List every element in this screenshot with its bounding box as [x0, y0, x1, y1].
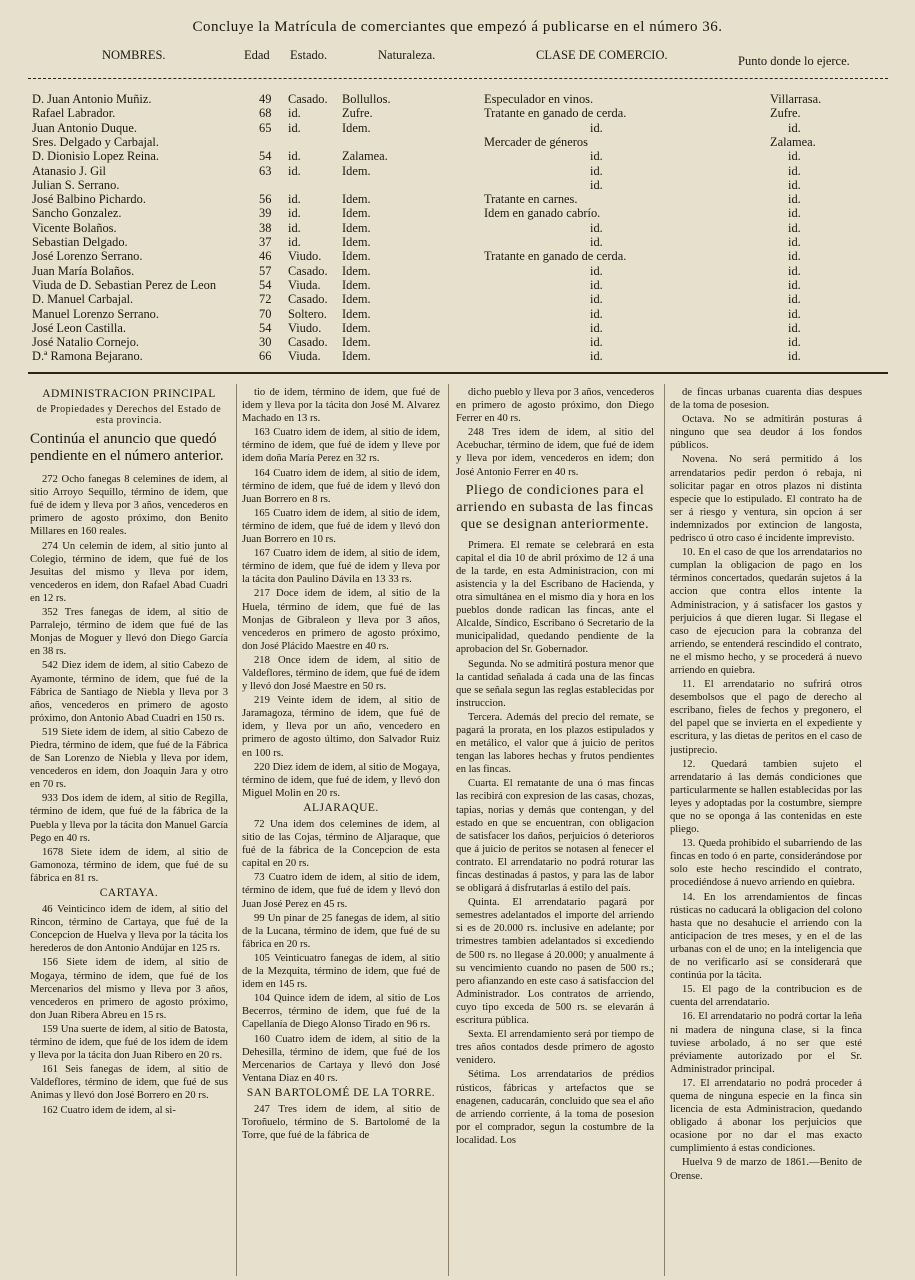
- article-paragraph: Sétima. Los arrendatarios de prédios rústicos, fábricas y artefactos que se enagenen, caducarán, concluido que sea el año de arriendo corriente, á la toma de posesion por el comprador, segun la costumbre de la localidad. Los: [456, 1069, 654, 1146]
- matricula-nombre: D.ª Ramona Bejarano.: [32, 349, 143, 364]
- matricula-edad: 56: [259, 192, 272, 207]
- matricula-clase: id.: [590, 277, 603, 292]
- matricula-estado: Viuda.: [288, 277, 321, 292]
- matricula-punto: id.: [788, 306, 801, 321]
- matricula-edad: 54: [259, 149, 272, 164]
- matricula-clase: id.: [590, 263, 603, 278]
- matricula-row: [0, 106, 915, 120]
- article-paragraph: 165 Cuatro idem de idem, al sitio de idem, término de idem, que fué de idem y llevó don Juan Borrero en 10 rs.: [242, 507, 440, 546]
- matricula-row: [0, 235, 915, 249]
- matricula-estado: Casado.: [288, 335, 328, 350]
- matricula-row: [0, 278, 915, 292]
- article-paragraph: Primera. El remate se celebrará en esta capital el dia 10 de abril próximo de 12 á una de la tarde, en esta Administracion, con mi asistencia y la del Escribano de Hacienda, y otra simultánea en el mismo dia y hora en los pueblos donde radican las fincas, ante el Alcalde, Síndico, Escribano ó Secretario de la municipalidad, quedando pendiente de la aprobacion del Sr. Gobernador.: [456, 539, 654, 656]
- matricula-row: [0, 307, 915, 321]
- matricula-row: [0, 206, 915, 220]
- matricula-estado: Casado.: [288, 92, 328, 106]
- matricula-punto: id.: [788, 120, 801, 135]
- header-rule: [28, 78, 888, 79]
- article-paragraph: Tercera. Además del precio del remate, se pagará la prorata, en los plazos estipulados y en metálico, el valor que á juicio de peritos tengan las labores hechas y frutos pendientes en las fincas.: [456, 711, 654, 776]
- matricula-estado: id.: [288, 220, 301, 235]
- header-edad: Edad: [244, 48, 270, 62]
- header-nombres: NOMBRES.: [102, 48, 166, 62]
- article-paragraph: 542 Diez idem de idem, al sitio Cabezo de Ayamonte, término de idem, que fué de la Fábrica de Santiago de Niebla y lleva por 3 años, vencederos en primero de agosto próximo, don Antonio Abad Cuadri en 150 rs.: [30, 660, 228, 724]
- matricula-clase: Idem en ganado cabrío.: [484, 206, 601, 221]
- article-paragraph: 218 Once idem de idem, al sitio de Valdeflores, término de idem, que fué de idem y llevó don José Maestre en 50 rs.: [242, 654, 440, 693]
- matricula-estado: id.: [288, 106, 301, 121]
- article-paragraph: 160 Cuatro idem de idem, al sitio de la Dehesilla, término de idem, que fué de los Mercenarios de Cartaya y llevó don José Ventana Diaz en 40 rs.: [242, 1033, 440, 1084]
- article-paragraph: Segunda. No se admitirá postura menor que la cantidad señalada á cada una de las fincas que se señala segun las reglas establecidas por instruccion.: [456, 658, 654, 709]
- matricula-clase: id.: [590, 120, 603, 135]
- matricula-naturaleza: Idem.: [342, 120, 371, 135]
- matricula-clase: id.: [590, 163, 603, 178]
- table-bottom-rule: [28, 372, 888, 374]
- article-paragraph: 219 Veinte idem de idem, al sitio de Jaramagoza, término de idem, que fué de idem, y lleva por un año, vencedero en primero de agosto último, don Salvador Ruiz en 100 rs.: [242, 695, 440, 759]
- matricula-naturaleza: Idem.: [342, 320, 371, 335]
- matricula-punto: Zalamea.: [770, 134, 816, 149]
- article-paragraph: 248 Tres idem de idem, al sitio del Acebuchar, término de idem, que fué de idem y lleva por idem, vencederos en idem; don José Antonio Ferrer en 40 rs.: [456, 427, 654, 478]
- matricula-edad: 37: [259, 235, 272, 249]
- matricula-punto: id.: [788, 192, 801, 207]
- article-paragraph: 72 Una idem dos celemines de idem, al sitio de las Cojas, término de Aljaraque, que fué de la fábrica de la Concepcion de esta capital en 20 rs.: [242, 819, 440, 870]
- matricula-edad: 49: [259, 92, 272, 106]
- matricula-naturaleza: Idem.: [342, 263, 371, 278]
- section-subheading: de Propiedades y Derechos del Estado de esta provincia.: [36, 404, 222, 427]
- section-heading-san-bartolome: SAN BARTOLOMÉ DE LA TORRE.: [246, 1086, 436, 1099]
- matricula-punto: id.: [788, 177, 801, 192]
- article-paragraph: 1678 Siete idem de idem, al sitio de Gamonoza, término de idem, que fué de su fábrica en 81 rs.: [30, 846, 228, 884]
- article-paragraph: 272 Ocho fanegas 8 celemines de idem, al sitio Arroyo Sequillo, término de idem, que fué de idem y lleva por 3 años, vencederos en primero de agosto próximo, don Benito Millares en 160 reales.: [30, 474, 228, 538]
- matricula-naturaleza: Idem.: [342, 220, 371, 235]
- matricula-nombre: Julian S. Serrano.: [32, 177, 120, 192]
- section-heading-aljaraque: ALJARAQUE.: [303, 801, 379, 814]
- column-divider: [664, 384, 665, 1276]
- matricula-punto: id.: [788, 349, 801, 364]
- matricula-punto: Zufre.: [770, 106, 801, 121]
- matricula-row: [0, 121, 915, 135]
- matricula-naturaleza: Zufre.: [342, 106, 373, 121]
- matricula-naturaleza: Idem.: [342, 249, 371, 264]
- matricula-estado: id.: [288, 206, 301, 221]
- matricula-nombre: Rafael Labrador.: [32, 106, 116, 121]
- article-paragraph: 164 Cuatro idem de idem, al sitio de idem, término de idem, que fué de idem y llevó don Juan Borrero en 8 rs.: [242, 467, 440, 505]
- article-paragraph: 14. En los arrendamientos de fincas rústicas no caducará la obligacion del colono hasta que no desahucie el arriendo con la anticipacion de tres meses, y en el de las urbanas con el de uno; en la inteligencia que de no verificarlo así se considerará que continúa por la tácita.: [670, 891, 862, 982]
- header-clase: CLASE DE COMERCIO.: [536, 48, 668, 62]
- article-paragraph: 933 Dos idem de idem, al sitio de Regilla, término de idem, que fué de la fábrica de la Puebla y lleva por la tácita don Manuel García Pego en 40 rs.: [30, 793, 228, 844]
- matricula-row: [0, 149, 915, 163]
- matricula-clase: id.: [590, 320, 603, 335]
- article-paragraph: 519 Siete idem de idem, al sitio Cabezo de Piedra, término de idem, que fué de la Fábrica de San Lorenzo de Niebla y lleva por idem, vencederos en idem, don Joaquin Jara y otro en 70 rs.: [30, 726, 228, 791]
- matricula-row: [0, 249, 915, 263]
- matricula-clase: id.: [590, 149, 603, 164]
- page-title: Concluye la Matrícula de comerciantes que empezó á publicarse en el número 36.: [192, 19, 723, 35]
- article-paragraph: 16. El arrendatario no podrá cortar la leña ni madera de ninguna clase, si la finca tuviese arbolado, á no ser que esté préviamente autorizado por el Sr. Administrador principal.: [670, 1011, 862, 1075]
- matricula-row: [0, 264, 915, 278]
- matricula-nombre: Juan María Bolaños.: [32, 263, 135, 278]
- article-paragraph: tio de idem, término de idem, que fué de idem y lleva por la tácita don José M. Alvarez Machado en 13 rs.: [242, 387, 440, 425]
- matricula-row: [0, 221, 915, 235]
- article-paragraph: 73 Cuatro idem de idem, al sitio de idem, término de idem, que fué de idem y llevó don Juan José Perez en 45 rs.: [242, 872, 440, 910]
- matricula-nombre: José Balbino Pichardo.: [32, 192, 146, 207]
- matricula-clase: id.: [590, 177, 603, 192]
- article-paragraph: 220 Diez idem de idem, al sitio de Mogaya, término de idem, que fué de idem, y llevó don Miguel Molin en 20 rs.: [242, 761, 440, 799]
- matricula-naturaleza: Idem.: [342, 235, 371, 249]
- article-paragraph: Quinta. El arrendatario pagará por semestres adelantados el importe del arriendo si es de 20.000 rs. inclusive en adelante; por trimestres tambien adelantados si excediendo de 500 rs. no llegase á 20.000; y anualmente á su vencimiento cuando no pasen de 500 rs.; pero afianzando en este caso á satisfaccion del Administrador. Los contratos de arriendo, cuyo tipo exceda de 500 rs. se elevarán á escritura pública.: [456, 897, 654, 1027]
- matricula-row: [0, 92, 915, 106]
- matricula-naturaleza: Idem.: [342, 206, 371, 221]
- matricula-punto: id.: [788, 149, 801, 164]
- article-paragraph: 17. El arrendatario no podrá proceder á quema de ninguna especie en la finca sin licencia de esta Administracion, quedando obligado á abonar los perjuicios que ocasione por no dar el mas exacto cumplimiento á estas condiciones.: [670, 1077, 862, 1155]
- column-divider: [236, 384, 237, 1276]
- section-heading-cartaya: CARTAYA.: [99, 887, 159, 899]
- article-paragraph: 156 Siete idem de idem, al sitio de Mogaya, término de idem, que fué de los Mercenarios del mismo y lleva por 3 años, vencederos en primero de agosto próximo, don Juan Ribera Abreu en 15 rs.: [30, 957, 228, 1021]
- matricula-punto: id.: [788, 335, 801, 350]
- matricula-clase: id.: [590, 335, 603, 350]
- article-paragraph: 274 Un celemin de idem, al sitio junto al Colegio, término de idem, que fué de los Jesuitas del mismo y lleva por idem, vencederos en idem, don Rafael Abad Cuadri en 12 rs.: [30, 540, 228, 604]
- matricula-edad: 70: [259, 306, 272, 321]
- matricula-naturaleza: Idem.: [342, 349, 371, 364]
- matricula-punto: id.: [788, 220, 801, 235]
- matricula-estado: id.: [288, 192, 301, 207]
- matricula-nombre: D. Juan Antonio Muñiz.: [32, 92, 152, 106]
- matricula-row: [0, 335, 915, 349]
- matricula-clase: id.: [590, 292, 603, 307]
- matricula-naturaleza: Idem.: [342, 335, 371, 350]
- article-paragraph: 162 Cuatro idem de idem, al si-: [42, 1104, 176, 1116]
- matricula-edad: 66: [259, 349, 272, 364]
- matricula-naturaleza: Idem.: [342, 292, 371, 307]
- matricula-edad: 46: [259, 249, 272, 264]
- header-estado: Estado.: [290, 48, 328, 62]
- column-2: [242, 386, 440, 1276]
- announcement-heading: Continúa el anuncio que quedó pendiente en el número anterior.: [30, 431, 224, 465]
- matricula-clase: id.: [590, 220, 603, 235]
- matricula-nombre: Viuda de D. Sebastian Perez de Leon: [32, 277, 217, 292]
- column-1: [30, 386, 228, 1276]
- matricula-nombre: José Leon Castilla.: [32, 320, 126, 335]
- article-paragraph: 161 Seis fanegas de idem, al sitio de Valdeflores, término de idem, que fué de sus Animas y llevó don José Borrero en 20 rs.: [30, 1064, 228, 1102]
- matricula-edad: 39: [259, 206, 272, 221]
- matricula-nombre: Manuel Lorenzo Serrano.: [32, 306, 159, 321]
- article-paragraph: Cuarta. El rematante de una ó mas fincas las recibirá con expresion de las casas, chozas, tapias, norias y demás que contengan, y del estado en que se encuentran, con obligacion de satisfacer los daños, perjuicios ó deterioros que á juicio de peritos se notasen al fenecer el contrato. El arrendatario no podrá roturar las fincas destinadas á pastos, y para las de labor se obligará á disfrutarlas á estilo del país.: [456, 778, 654, 895]
- section-heading-administracion: ADMINISTRACION PRINCIPAL: [42, 388, 216, 400]
- article-paragraph: 10. En el caso de que los arrendatarios no cumplan la obligacion de pago en los términos concertados, quedarán sujetos á la accion que contra ellos intente la Administracion, y á satisfacer los gastos y perjuicios á que dieren lugar. Si llegase el caso de ejecucion para la cobranza del arriendo, se entenderá rescindido el contrato, ne el mismo hecho, y se procederá á nuevo arriendo en quiebra.: [670, 547, 862, 676]
- article-paragraph: Sexta. El arrendamiento será por tiempo de tres años contados desde primero de agosto venidero.: [456, 1029, 654, 1067]
- matricula-punto: id.: [788, 277, 801, 292]
- matricula-punto: id.: [788, 249, 801, 264]
- article-paragraph: 11. El arrendatario no sufrirá otros desembolsos que el pago de derecho al escribano, fieles de fechos y pregonero, el del papel que se invierta en el expediente y escritura, y las dietas de peritos en el caso de justiprecio.: [670, 679, 862, 756]
- article-paragraph: 104 Quince idem de idem, al sitio de Los Becerros, término de idem, que fué de la Capellanía de Diego Alonso Tirado en 96 rs.: [242, 993, 440, 1031]
- matricula-estado: Casado.: [288, 292, 328, 307]
- matricula-punto: id.: [788, 206, 801, 221]
- matricula-punto: id.: [788, 263, 801, 278]
- matricula-edad: 57: [259, 263, 272, 278]
- matricula-nombre: D. Manuel Carbajal.: [32, 292, 134, 307]
- matricula-row: [0, 321, 915, 335]
- matricula-row: [0, 135, 915, 149]
- matricula-nombre: Vicente Bolaños.: [32, 220, 117, 235]
- article-paragraph: Novena. No será permitido á los arrendatarios pedir perdon ó rebaja, ni solicitar pagar en otros plazos ni distinta especie que lo estipulado. El contrato ha de ser á riesgo y ventura, sin opcion á ser indemnizados por extincion de langosta, pedrisco ú otro caso é incidente imprevisto.: [670, 454, 862, 545]
- column-3: [456, 386, 654, 1276]
- matricula-naturaleza: Idem.: [342, 306, 371, 321]
- matricula-edad: 38: [259, 220, 272, 235]
- matricula-edad: 54: [259, 277, 272, 292]
- matricula-row: [0, 192, 915, 206]
- column-4: [670, 386, 862, 1276]
- header-naturaleza: Naturaleza.: [378, 48, 436, 62]
- matricula-naturaleza: Zalamea.: [342, 149, 388, 164]
- matricula-edad: 63: [259, 163, 272, 178]
- article-paragraph: 163 Cuatro idem de idem, al sitio de idem, término de idem, que fué de idem y lleve por idem doña María Perez en 32 rs.: [242, 427, 440, 465]
- matricula-clase: Mercader de géneros: [484, 134, 588, 149]
- matricula-nombre: Atanasio J. Gil: [32, 163, 106, 178]
- matricula-naturaleza: Bollullos.: [342, 92, 391, 106]
- matricula-edad: 72: [259, 292, 272, 307]
- matricula-clase: Especulador en vinos.: [484, 92, 594, 106]
- matricula-nombre: Sancho Gonzalez.: [32, 206, 122, 221]
- matricula-estado: Viudo.: [288, 249, 322, 264]
- matricula-nombre: Juan Antonio Duque.: [32, 120, 137, 135]
- header-punto: Punto donde lo ejerce.: [738, 54, 850, 68]
- article-paragraph: 247 Tres idem de idem, al sitio de Toroñuelo, término de S. Bartolomé de la Torre, que fué de la fábrica de: [242, 1103, 440, 1142]
- matricula-edad: 54: [259, 320, 272, 335]
- matricula-estado: Soltero.: [288, 306, 327, 321]
- article-paragraph: 105 Veinticuatro fanegas de idem, al sitio de la Mezquita, término de idem, que fué de idem en 145 rs.: [242, 952, 440, 991]
- matricula-row: [0, 292, 915, 306]
- matricula-clase: Tratante en ganado de cerda.: [484, 249, 627, 264]
- matricula-punto: Villarrasa.: [770, 92, 822, 106]
- matricula-estado: Casado.: [288, 263, 328, 278]
- matricula-estado: id.: [288, 120, 301, 135]
- matricula-edad: 65: [259, 120, 272, 135]
- matricula-clase: id.: [590, 235, 603, 249]
- article-paragraph: 99 Un pinar de 25 fanegas de idem, al sitio de la Lucana, término de idem, que fué de su fábrica en 20 rs.: [242, 912, 440, 950]
- matricula-naturaleza: Idem.: [342, 277, 371, 292]
- article-paragraph: 167 Cuatro idem de idem, al sitio de idem, término de idem, que fué de idem y lleva por la tácita don Paulino Dávila en 13 33 rs.: [242, 548, 440, 586]
- matricula-clase: id.: [590, 306, 603, 321]
- article-paragraph: de fincas urbanas cuarenta dias despues de la toma de posesion.: [670, 387, 862, 412]
- matricula-nombre: José Natalio Cornejo.: [32, 335, 140, 350]
- matricula-estado: id.: [288, 235, 301, 249]
- matricula-estado: Viuda.: [288, 349, 321, 364]
- matricula-naturaleza: Idem.: [342, 192, 371, 207]
- article-paragraph: 159 Una suerte de idem, al sitio de Batosta, término de idem, que fué de los idem de idem y lleva por la tácita don Juan Ribero en 20 rs.: [30, 1023, 228, 1062]
- matricula-estado: id.: [288, 163, 301, 178]
- article-paragraph: 15. El pago de la contribucion es de cuenta del arrendatario.: [670, 984, 862, 1009]
- matricula-punto: id.: [788, 292, 801, 307]
- matricula-clase: Tratante en ganado de cerda.: [484, 106, 627, 121]
- matricula-punto: id.: [788, 320, 801, 335]
- matricula-row: [0, 178, 915, 192]
- matricula-punto: id.: [788, 235, 801, 249]
- matricula-punto: id.: [788, 163, 801, 178]
- article-paragraph: 12. Quedará tambien sujeto el arrendatario á las demás condiciones que particularmente se hallen establecidas por las leyes y adoptadas por la costumbre, siempre que no se oponga á las contenidas en este pliego.: [670, 758, 862, 836]
- article-paragraph: Huelva 9 de marzo de 1861.—Benito de Orense.: [670, 1157, 862, 1182]
- article-paragraph: 217 Doce idem de idem, al sitio de la Huela, término de idem, que fué de las Monjas de Gibraleon y lleva por 3 años, vencederos en primero de agosto próximo, don José Plácido Maestre en 40 rs.: [242, 588, 440, 652]
- matricula-edad: 30: [259, 335, 272, 350]
- article-paragraph: 13. Queda prohibido el subarriendo de las fincas en todo ó en parte, considerándose por solo este hecho rescindido el contrato, procediéndose á nuevo arriendo en quiebra.: [670, 838, 862, 889]
- article-paragraph: 352 Tres fanegas de idem, al sitio de Parralejo, término de idem que fué de las Monjas de Moguer y llevó don Diego García en 38 rs.: [30, 607, 228, 658]
- matricula-clase: Tratante en carnes.: [484, 192, 578, 207]
- matricula-edad: 68: [259, 106, 272, 121]
- matricula-row: [0, 349, 915, 363]
- matricula-nombre: Sres. Delgado y Carbajal.: [32, 134, 159, 149]
- matricula-row: [0, 164, 915, 178]
- article-paragraph: 46 Veinticinco idem de idem, al sitio del Rincon, término de Cartaya, que fué de la Concepcion de Huelva y lleva por la tácita los herederos de don Antonio Andújar en 125 rs.: [30, 904, 228, 955]
- matricula-nombre: Sebastian Delgado.: [32, 235, 128, 249]
- column-divider: [448, 384, 449, 1276]
- matricula-naturaleza: Idem.: [342, 163, 371, 178]
- matricula-estado: Viudo.: [288, 320, 322, 335]
- matricula-clase: id.: [590, 349, 603, 364]
- matricula-nombre: D. Dionisio Lopez Reina.: [32, 149, 159, 164]
- pliego-heading: Pliego de condiciones para el arriendo en subasta de las fincas que se designan anteriormente.: [456, 482, 654, 532]
- matricula-nombre: José Lorenzo Serrano.: [32, 249, 143, 264]
- matricula-estado: id.: [288, 149, 301, 164]
- article-paragraph: dicho pueblo y lleva por 3 años, vencederos en primero de agosto próximo, don Diego Ferrer en 40 rs.: [456, 387, 654, 425]
- article-paragraph: Octava. No se admitirán posturas á ninguno que sea deudor á los fondos públicos.: [670, 414, 862, 452]
